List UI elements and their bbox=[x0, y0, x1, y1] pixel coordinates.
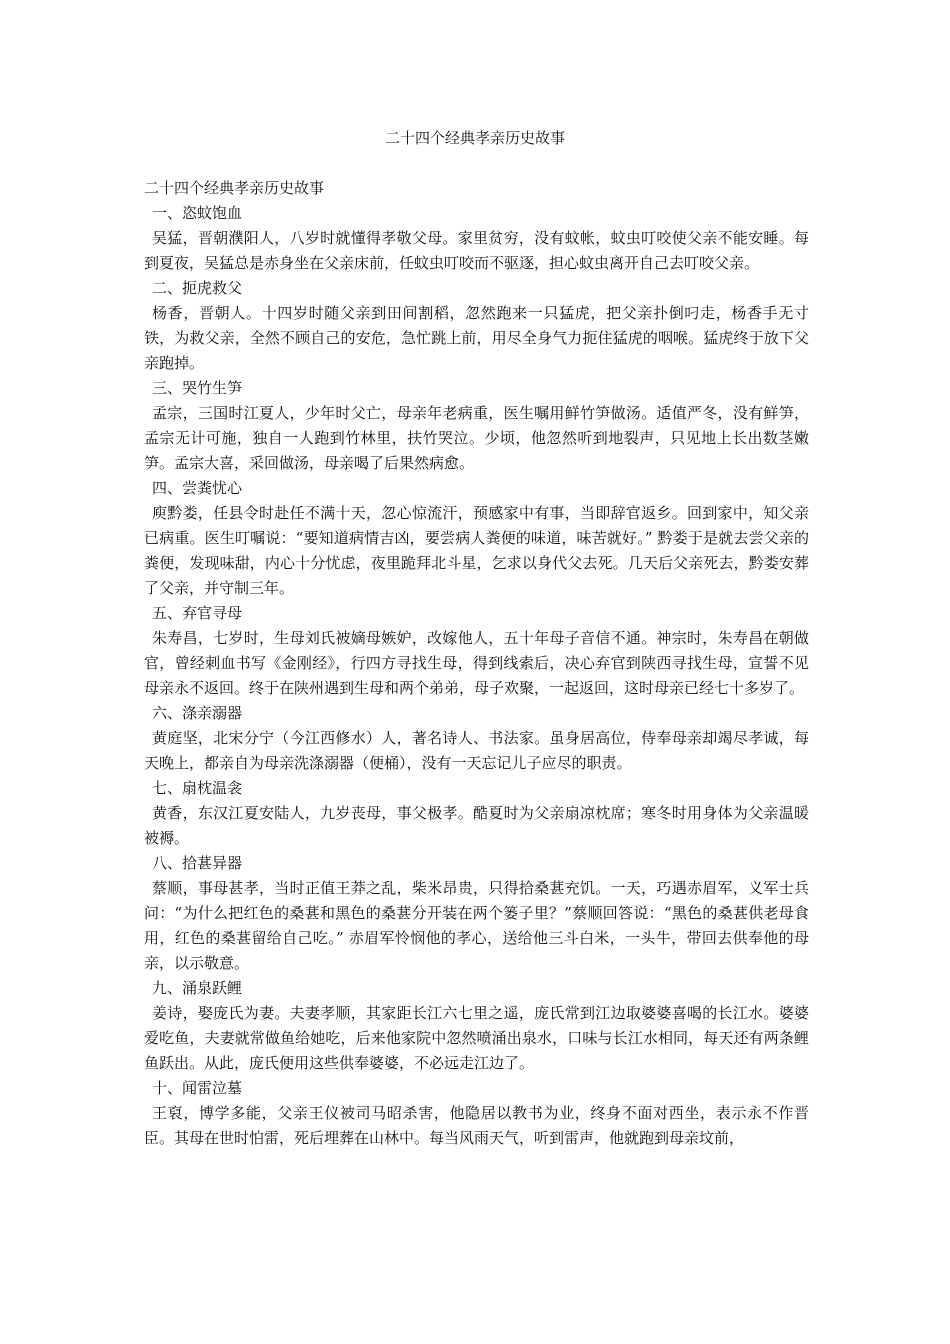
story-body: 蔡顺，事母甚孝，当时正值王莽之乱，柴米昂贵，只得拾桑葚充饥。一天，巧遇赤眉军，义军士兵问：“为什么把红色的桑葚和黑色的桑葚分开装在两个篓子里？”蔡顺回答说：“黑色的桑葚供老母食用，红色的桑葚留给自己吃。” 赤眉军怜悯他的孝心，送给他三斗白米，一头牛，带回去供奉他的母亲，以示敬意。 bbox=[144, 879, 809, 972]
story-heading: 九、涌泉跃鲤 bbox=[152, 979, 243, 997]
story-10 bbox=[144, 1076, 809, 1151]
story-body: 黄香，东汉江夏安陆人，九岁丧母，事父极孝。酷夏时为父亲扇凉枕席；寒冬时用身体为父亲温暖被褥。 bbox=[144, 804, 809, 847]
document-title: 二十四个经典孝亲历史故事 bbox=[384, 129, 565, 147]
story-2 bbox=[144, 276, 809, 376]
story-heading: 四、尝粪忧心 bbox=[152, 479, 243, 497]
story-body: 黄庭坚，北宋分宁（今江西修水）人，著名诗人、书法家。虽身居高位，侍奉母亲却竭尽孝诚，每天晚上，都亲自为母亲洗涤溺器（便桶），没有一天忘记儿子应尽的职责。 bbox=[144, 729, 809, 772]
story-5 bbox=[144, 601, 809, 701]
story-heading: 三、哭竹生笋 bbox=[152, 379, 243, 397]
story-heading: 一、恣蚊饱血 bbox=[152, 204, 243, 222]
story-1 bbox=[144, 201, 809, 276]
story-heading: 七、扇枕温衾 bbox=[152, 779, 243, 797]
story-body: 王裒，博学多能，父亲王仪被司马昭杀害，他隐居以教书为业，终身不面对西坐，表示永不作晋臣。其母在世时怕雷，死后埋葬在山林中。每当风雨天气，听到雷声，他就跑到母亲坟前， bbox=[144, 1104, 809, 1147]
story-7 bbox=[144, 776, 809, 851]
story-body: 朱寿昌，七岁时，生母刘氏被嫡母嫉妒，改嫁他人，五十年母子音信不通。神宗时，朱寿昌在朝做官，曾经刺血书写《金刚经》，行四方寻找生母，得到线索后，决心弃官到陕西寻找生母，宣誓不见母亲永不返回。终于在陕州遇到生母和两个弟弟，母子欢聚，一起返回，这时母亲已经七十多岁了。 bbox=[144, 629, 809, 697]
story-heading: 十、闻雷泣墓 bbox=[152, 1079, 243, 1097]
story-9 bbox=[144, 976, 809, 1076]
story-6 bbox=[144, 701, 809, 776]
story-8 bbox=[144, 851, 809, 976]
document-subtitle: 二十四个经典孝亲历史故事 bbox=[144, 179, 325, 197]
story-4 bbox=[144, 476, 809, 601]
story-body: 姜诗，娶庞氏为妻。夫妻孝顺，其家距长江六七里之遥，庞氏常到江边取婆婆喜喝的长江水。婆婆爱吃鱼，夫妻就常做鱼给她吃，后来他家院中忽然喷涌出泉水，口味与长江水相同，每天还有两条鲤鱼跃出。从此，庞氏便用这些供奉婆婆，不必远走江边了。 bbox=[144, 1004, 809, 1072]
story-body: 杨香，晋朝人。十四岁时随父亲到田间割稻，忽然跑来一只猛虎，把父亲扑倒叼走，杨香手无寸铁，为救父亲，全然不顾自己的安危，急忙跳上前，用尽全身气力扼住猛虎的咽喉。猛虎终于放下父亲跑掉。 bbox=[144, 304, 809, 372]
story-body: 庾黔娄，任县令时赴任不满十天，忽心惊流汗，预感家中有事，当即辞官返乡。回到家中，知父亲已病重。医生叮嘱说：“要知道病情吉凶，要尝病人粪便的味道，味苦就好。” 黔娄于是就去尝父亲的粪便，发现味甜，内心十分忧虑，夜里跪拜北斗星，乞求以身代父去死。几天后父亲死去，黔娄安葬了父亲，并守制三年。 bbox=[144, 504, 809, 597]
story-body: 孟宗，三国时江夏人，少年时父亡，母亲年老病重，医生嘱用鲜竹笋做汤。适值严冬，没有鲜笋，孟宗无计可施，独自一人跑到竹林里，扶竹哭泣。少顷，他忽然听到地裂声，只见地上长出数茎嫩笋。孟宗大喜，采回做汤，母亲喝了后果然病愈。 bbox=[144, 404, 809, 472]
document-body bbox=[144, 176, 809, 1151]
story-heading: 八、拾葚异器 bbox=[152, 854, 243, 872]
story-heading: 五、弃官寻母 bbox=[152, 604, 243, 622]
story-body: 吴猛，晋朝濮阳人，八岁时就懂得孝敬父母。家里贫穷，没有蚊帐，蚊虫叮咬使父亲不能安睡。每到夏夜，吴猛总是赤身坐在父亲床前，任蚊虫叮咬而不驱逐，担心蚊虫离开自己去叮咬父亲。 bbox=[144, 229, 809, 272]
story-heading: 二、扼虎救父 bbox=[152, 279, 243, 297]
story-3 bbox=[144, 376, 809, 476]
story-heading: 六、涤亲溺器 bbox=[152, 704, 243, 722]
